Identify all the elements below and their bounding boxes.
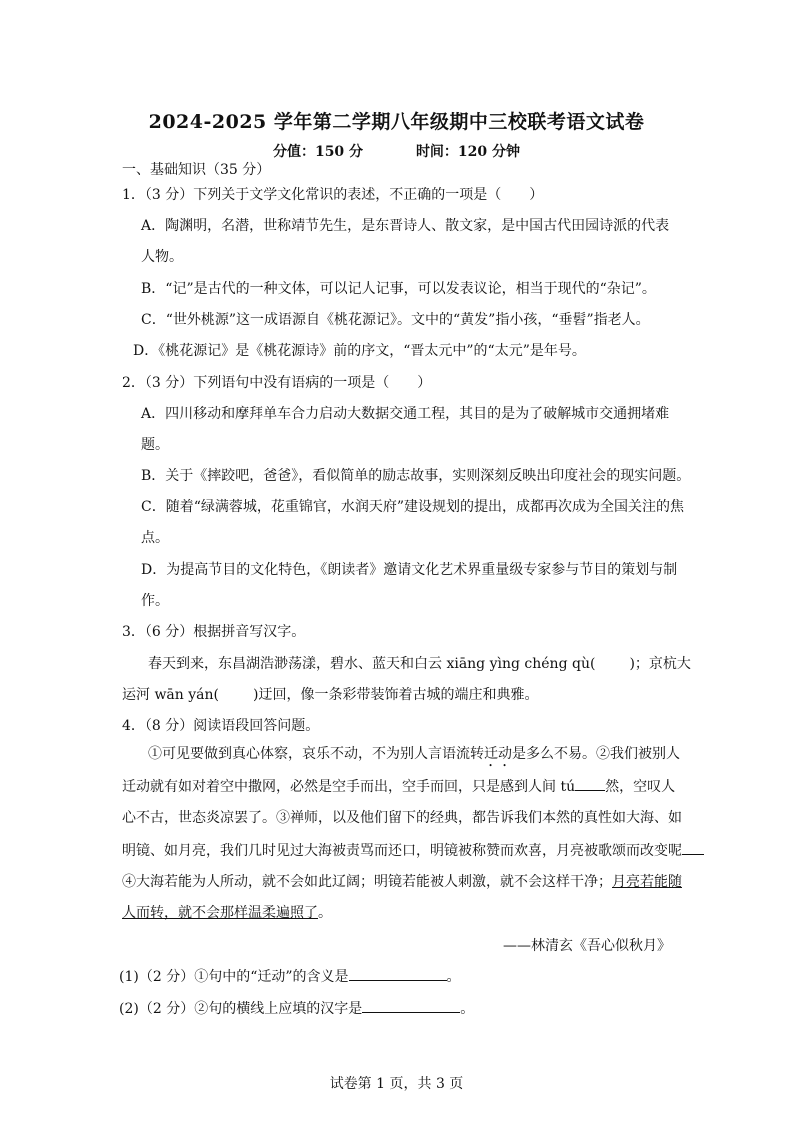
score-info: 分值：150 分 xyxy=(272,144,364,160)
q3-line1-text: 春天到来，东昌湖浩渺荡漾，碧水、蓝天和白云 xiāng yìng chéng qù( xyxy=(148,656,596,672)
q2-option-c-cont: 点。 xyxy=(141,530,169,546)
q4-stem: 4．（8 分）阅读语段回答问题。 xyxy=(122,718,320,734)
time-info: 时间：120 分钟 xyxy=(415,144,521,160)
sub-question-text: (2)（2 分）②句的横线上应填的汉字是 xyxy=(119,1001,363,1017)
q1-option-c: C．“世外桃源”这一成语源自《桃花源记》。文中的“黄发”指小孩，“垂髫”指老人。 xyxy=(141,312,650,328)
q3-line1-end: )；京杭大 xyxy=(629,656,691,672)
passage-text: 迁动就有如对着空中撒网，必然是空手而出，空手而回，只是感到人间 tú xyxy=(122,779,576,795)
passage-line-2 xyxy=(122,776,675,797)
q3-line2-end: )迂回，像一条彩带装饰着古城的端庄和典雅。 xyxy=(252,687,539,703)
sub-question-end: 。 xyxy=(446,969,461,985)
underlined-sentence: 人而转，就不会那样温柔遍照了 xyxy=(122,905,318,921)
passage-line-4 xyxy=(122,840,704,861)
passage-line-5 xyxy=(122,872,682,892)
passage-source: ——林清玄《吾心似秋月》 xyxy=(503,938,671,954)
passage-text: 。 xyxy=(318,905,332,921)
q2-option-a: A．四川移动和摩拜单车合力启动大数据交通工程，其目的是为了破解城市交通拥堵难 xyxy=(141,406,670,422)
q2-option-c: C．随着“绿满蓉城，花重锦官，水润天府”建设规划的提出，成都再次成为全国关注的焦 xyxy=(141,499,685,515)
dotted-word: 迁动 xyxy=(484,746,512,762)
q1-option-b: B．“记”是古代的一种文体，可以记人记事，可以发表议论，相当于现代的“杂记”。 xyxy=(141,281,656,297)
answer-blank-1[interactable] xyxy=(349,966,447,981)
passage-line-6 xyxy=(122,903,332,923)
passage-text: ④大海若能为人所动，就不会如此辽阔；明镜若能被人刺激，就不会这样干净； xyxy=(122,874,612,890)
passage-text: 然，空叹人 xyxy=(605,779,676,795)
sub-question-2 xyxy=(119,998,474,1019)
underlined-sentence: 月亮若能随 xyxy=(612,874,682,890)
fill-blank-punctuation[interactable] xyxy=(682,840,704,855)
section-heading: 一、基础知识（35 分） xyxy=(122,162,271,178)
q1-stem: 1．（3 分）下列关于文学文化常识的表述，不正确的一项是（ ） xyxy=(122,187,544,203)
passage-line-1 xyxy=(148,744,680,770)
q3-stem: 3．（6 分）根据拼音写汉字。 xyxy=(122,624,306,640)
sub-question-end: 。 xyxy=(460,1001,475,1017)
q2-stem: 2．（3 分）下列语句中没有语病的一项是（ ） xyxy=(122,375,432,391)
q3-line1 xyxy=(148,654,691,674)
sub-question-1 xyxy=(119,966,461,987)
q3-line2-text: 运河 wān yán( xyxy=(122,687,219,703)
q2-option-b: B．关于《摔跤吧，爸爸》，看似简单的励志故事，实则深刻反映出印度社会的现实问题。 xyxy=(141,468,691,484)
fill-blank-tu[interactable] xyxy=(575,776,605,791)
passage-text: 明镜、如月亮，我们几时见过大海被责骂而还口，明镜被称赞而欢喜，月亮被歌颂而改变呢 xyxy=(122,843,682,859)
q2-option-a-cont: 题。 xyxy=(141,437,169,453)
q3-line2 xyxy=(122,685,538,705)
sub-question-text: (1)（2 分）①句中的“迁动”的含义是 xyxy=(119,969,349,985)
answer-blank-2[interactable] xyxy=(362,998,460,1013)
exam-title: 2024-2025 学年第二学期八年级期中三校联考语文试卷 xyxy=(148,111,645,133)
q2-option-d-cont: 作。 xyxy=(141,593,169,609)
passage-text: ①可见要做到真心体察，哀乐不动，不为别人言语流转 xyxy=(148,746,484,762)
passage-text: 是多么不易。②我们被别人 xyxy=(512,746,680,762)
q1-option-a-cont: 人物。 xyxy=(141,249,183,265)
q2-option-d: D．为提高节目的文化特色，《朗读者》邀请文化艺术界重量级专家参与节目的策划与制 xyxy=(141,562,678,578)
q1-option-a: A．陶渊明，名潜，世称靖节先生，是东晋诗人、散文家，是中国古代田园诗派的代表 xyxy=(141,218,670,234)
page-footer: 试卷第 1 页，共 3 页 xyxy=(329,1076,464,1092)
exam-meta xyxy=(0,141,793,161)
passage-line-3: 心不古，世态炎凉罢了。③禅师，以及他们留下的经典，都告诉我们本然的真性如大海、如 xyxy=(122,810,682,826)
q1-option-d: D．《桃花源记》是《桃花源诗》前的序文，“晋太元中”的“太元”是年号。 xyxy=(133,343,586,359)
